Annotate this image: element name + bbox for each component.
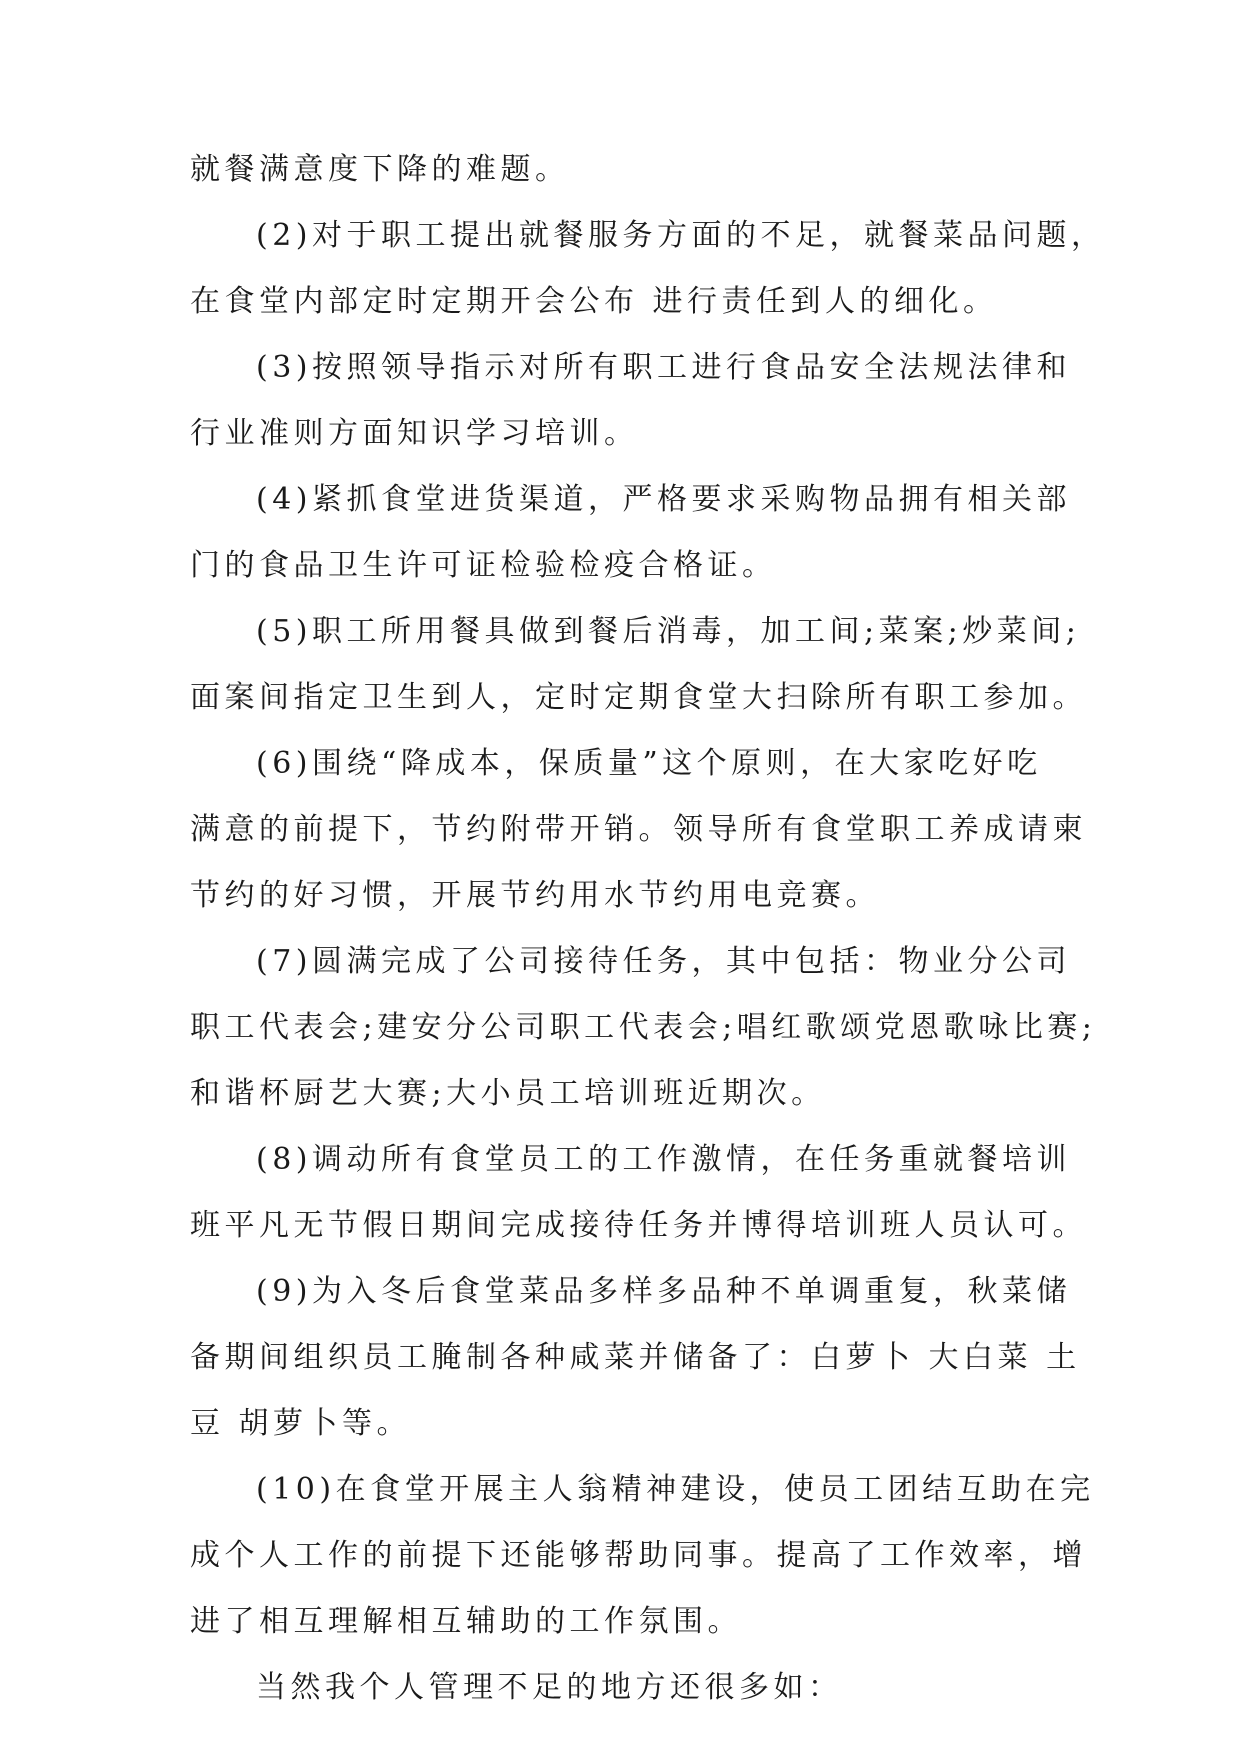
text-line: 备期间组织员工腌制各种咸菜并储备了：白萝卜 大白菜 土 (190, 1340, 1081, 1375)
text-line: 满意的前提下，节约附带开销。领导所有食堂职工养成请柬 (190, 812, 1087, 847)
text-line: 门的食品卫生许可证检验检疫合格证。 (190, 548, 777, 583)
text-line: 和谐杯厨艺大赛;大小员工培训班近期次。 (190, 1076, 826, 1111)
text-line: 豆 胡萝卜等。 (190, 1406, 412, 1441)
text-line: 职工代表会;建安分公司职工代表会;唱红歌颂党恩歌咏比赛; (190, 1010, 1097, 1045)
text-line: 在食堂内部定时定期开会公布 进行责任到人的细化。 (190, 284, 998, 319)
text-line: 成个人工作的前提下还能够帮助同事。提高了工作效率，增 (190, 1538, 1087, 1573)
text-line: 进了相互理解相互辅助的工作氛围。 (190, 1604, 742, 1639)
text-line: (3)按照领导指示对所有职工进行食品安全法规法律和 (256, 350, 1071, 385)
text-line: 当然我个人管理不足的地方还很多如： (256, 1670, 843, 1705)
text-line: 面案间指定卫生到人，定时定期食堂大扫除所有职工参加。 (190, 680, 1087, 715)
text-line: 节约的好习惯，开展节约用水节约用电竞赛。 (190, 878, 880, 913)
text-line: (5)职工所用餐具做到餐后消毒，加工间;菜案;炒菜间; (256, 614, 1081, 649)
text-line: (6)围绕“降成本，保质量”这个原则，在大家吃好吃 (256, 746, 1042, 781)
text-line: (7)圆满完成了公司接待任务，其中包括：物业分公司 (256, 944, 1071, 979)
text-line: (10)在食堂开展主人翁精神建设，使员工团结互助在完 (256, 1472, 1095, 1507)
text-line: 班平凡无节假日期间完成接待任务并博得培训班人员认可。 (190, 1208, 1087, 1243)
text-line: (8)调动所有食堂员工的工作激情，在任务重就餐培训 (256, 1142, 1071, 1177)
text-line: (9)为入冬后食堂菜品多样多品种不单调重复，秋菜储 (256, 1274, 1071, 1309)
text-line: 行业准则方面知识学习培训。 (190, 416, 639, 451)
text-line: 就餐满意度下降的难题。 (190, 152, 570, 187)
text-line: (2)对于职工提出就餐服务方面的不足，就餐菜品问题， (256, 218, 1106, 253)
text-line: (4)紧抓食堂进货渠道，严格要求采购物品拥有相关部 (256, 482, 1071, 517)
